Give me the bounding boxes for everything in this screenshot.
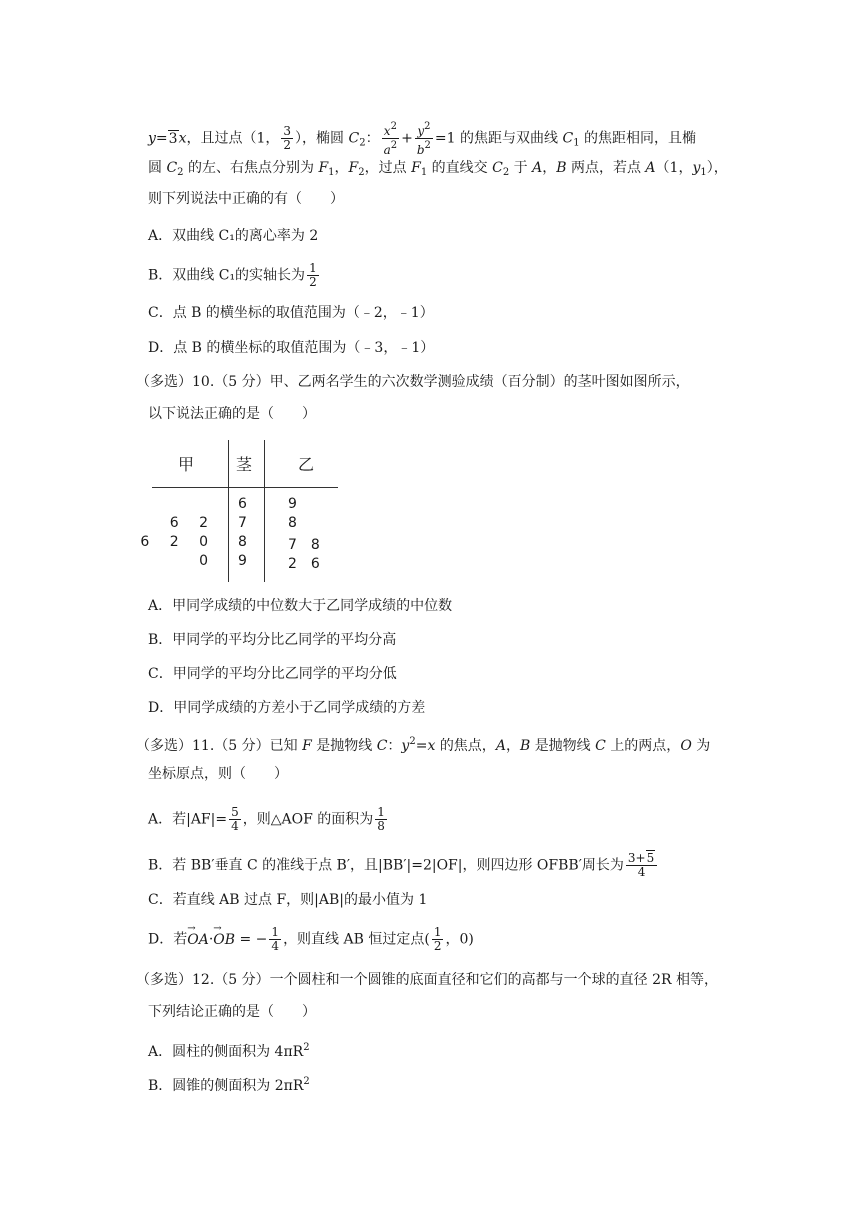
header-yi: 乙	[298, 455, 315, 474]
q10-stem-line-2: 以下说法正确的是（ ）	[148, 406, 316, 422]
q9-line-2: 圆 $C_2$ 的左、右焦点分别为 $F_1$，$F_2$，过点 $F_1$ 的直线交 $C_2$ 于 A，B 两点，若点 A（1，$y_1$），	[148, 160, 728, 178]
q11-option-a: A．若|AF|= $\frac{5}{4}$ ，则△AOF 的面积为 $\frac{1}{8}$	[148, 805, 385, 833]
q11-option-d: D．若→ OA·→ OB = − $\frac{1}{4}$ ，则直线 AB 恒过定点( $\frac{1}{2}$ ，0)	[148, 926, 474, 953]
q12-stem-line-2: 下列结论正确的是（ ）	[148, 1004, 316, 1020]
header-jia: 甲	[178, 455, 195, 474]
q9-option-a: A．双曲线 C₁的离心率为 2	[148, 228, 319, 244]
q12-option-b: B．圆锥的侧面积为 $2\pi R^2$	[148, 1076, 310, 1094]
q10-option-d: D．甲同学成绩的方差小于乙同学成绩的方差	[148, 700, 426, 716]
q9-option-b: B．双曲线 C₁的实轴长为 $\frac{1}{2}$	[148, 261, 317, 289]
q9-line-1: y=3x，且过点（1， $\frac{3}{2}$ ），椭圆 $C_2$： $\frac{x^2}{a^2}$ + $\frac{y^2}{b^2}$ =1 的焦距与双曲线 $C_1$ 的焦距相同，且椭	[148, 121, 697, 157]
q12-stem-line-1: （多选）12.（5 分）一个圆柱和一个圆锥的底面直径和它们的高都与一个球的直径 2R 相等，	[136, 972, 718, 988]
q10-stem-line-1: （多选）10.（5 分）甲、乙两名学生的六次数学测验成绩（百分制）的茎叶图如图所示，	[136, 374, 690, 390]
q10-option-a: A．甲同学成绩的中位数大于乙同学成绩的中位数	[148, 598, 453, 614]
q11-option-b: B．若 BB′垂直 C 的准线于点 B′，且|BB′|=2|OF|，则四边形 OFBB′周长为 $\frac{3+5}{4}$	[148, 852, 659, 879]
q10-option-c: C．甲同学的平均分比乙同学的平均分低	[148, 666, 397, 682]
q9-option-c: C．点 B 的横坐标的取值范围为（﹣2，﹣1）	[148, 305, 434, 321]
q11-stem-line-1: （多选）11.（5 分）已知 F 是抛物线 C：$y^2=x$ 的焦点，A，B 是抛物线 C 上的两点，O 为	[136, 736, 711, 754]
header-stem: 茎	[236, 455, 253, 474]
table-row: 6 2 7 8	[169, 515, 297, 531]
q12-option-a: A．圆柱的侧面积为 $4\pi R^2$	[148, 1042, 310, 1060]
header-divider	[152, 487, 338, 488]
table-row: 6 2 0 8 7 8	[140, 534, 320, 553]
q11-option-c: C．若直线 AB 过点 F，则|AB|的最小值为 1	[148, 892, 428, 908]
q9-line-3: 则下列说法中正确的有（ ）	[148, 191, 344, 207]
q10-option-b: B．甲同学的平均分比乙同学的平均分高	[148, 632, 397, 648]
q9-option-d: D．点 B 的横坐标的取值范围为（﹣3，﹣1）	[148, 340, 435, 356]
table-row: 6 9	[238, 496, 297, 512]
stem-leaf-plot	[140, 440, 342, 582]
table-row: 0 9 2 6	[199, 553, 320, 572]
q11-stem-line-2: 坐标原点，则（ ）	[148, 766, 288, 782]
